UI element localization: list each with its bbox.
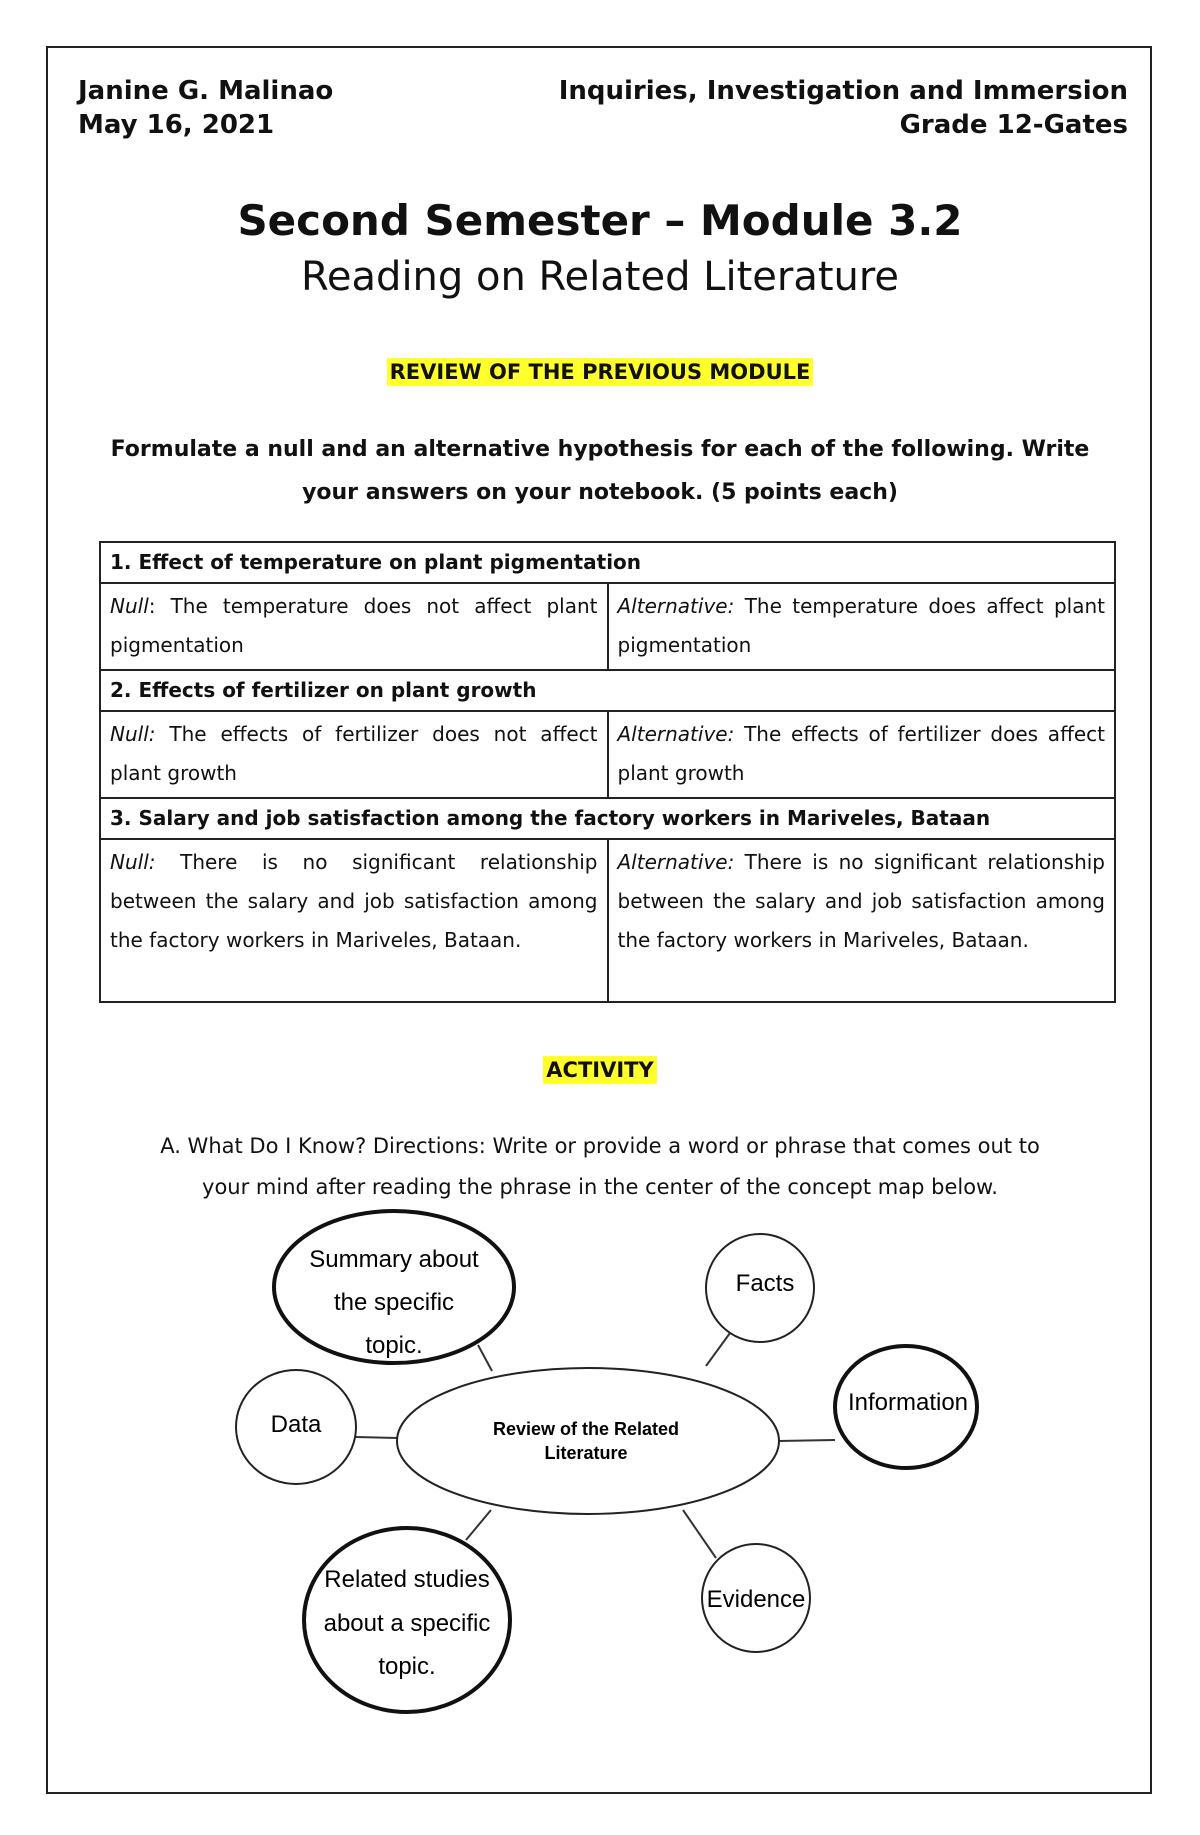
connector-related [466, 1510, 491, 1540]
question-3: 3. Salary and job satisfaction among the factory workers in Mariveles, Bataan [100, 798, 1115, 839]
evidence-label: Evidence [706, 1586, 806, 1613]
directions-line-1: A. What Do I Know? Directions: Write or provide a word or phrase that comes out to [160, 1134, 1040, 1158]
section: Grade 12-Gates [899, 110, 1128, 140]
related-label-2: about a specific [323, 1610, 491, 1637]
subject: Inquiries, Investigation and Immersion [558, 76, 1128, 106]
null-label: Null: [110, 722, 156, 746]
module-title: Second Semester – Module 3.2 [237, 196, 963, 245]
student-name: Janine G. Malinao [78, 76, 334, 106]
instruction-line-2: your answers on your notebook. (5 points each) [302, 480, 898, 505]
null-label: Null [110, 594, 149, 618]
null-text: There is no significant relationship between the salary and job satisfaction among the factory workers in Mariveles, Bataan. [110, 850, 598, 952]
alt-label: Alternative: [617, 850, 735, 874]
summary-label-2: the specific [333, 1289, 455, 1316]
connector-information [778, 1440, 835, 1441]
connector-data [356, 1437, 398, 1438]
connector-evidence [683, 1510, 716, 1558]
alt-label: Alternative: [617, 722, 735, 746]
null-label: Null: [110, 850, 156, 874]
summary-label-1: Summary about [309, 1246, 479, 1273]
center-node [397, 1368, 779, 1514]
center-label-2: Literature [544, 1443, 628, 1463]
connector-summary [478, 1345, 492, 1371]
review-heading: REVIEW OF THE PREVIOUS MODULE [387, 358, 814, 386]
null-text: : The temperature does not affect plant pigmentation [110, 594, 598, 657]
information-label: Information [847, 1389, 969, 1416]
question-2: 2. Effects of fertilizer on plant growth [100, 670, 1115, 711]
data-label: Data [270, 1411, 322, 1438]
related-label-1: Related studies [324, 1566, 490, 1593]
related-label-3: topic. [378, 1653, 436, 1680]
question-1: 1. Effect of temperature on plant pigmentation [100, 542, 1115, 583]
module-subtitle: Reading on Related Literature [300, 254, 900, 300]
directions-line-2: your mind after reading the phrase in the center of the concept map below. [202, 1175, 998, 1199]
instruction-line-1: Formulate a null and an alternative hypothesis for each of the following. Write [110, 437, 1090, 462]
alt-label: Alternative: [617, 594, 735, 618]
date: May 16, 2021 [78, 110, 275, 140]
alt-text: The effects of fertilizer does affect plant growth [617, 722, 1105, 785]
connector-facts [706, 1333, 730, 1366]
alt-text: The temperature does affect plant pigmentation [617, 594, 1105, 657]
alt-text: There is no significant relationship between the salary and job satisfaction among the factory workers in Mariveles, Bataan. [617, 850, 1105, 952]
facts-label: Facts [735, 1270, 795, 1297]
activity-heading: ACTIVITY [543, 1056, 656, 1084]
null-text: The effects of fertilizer does not affect plant growth [110, 722, 598, 785]
summary-label-3: topic. [365, 1332, 423, 1359]
center-label-1: Review of the Related [492, 1419, 680, 1439]
